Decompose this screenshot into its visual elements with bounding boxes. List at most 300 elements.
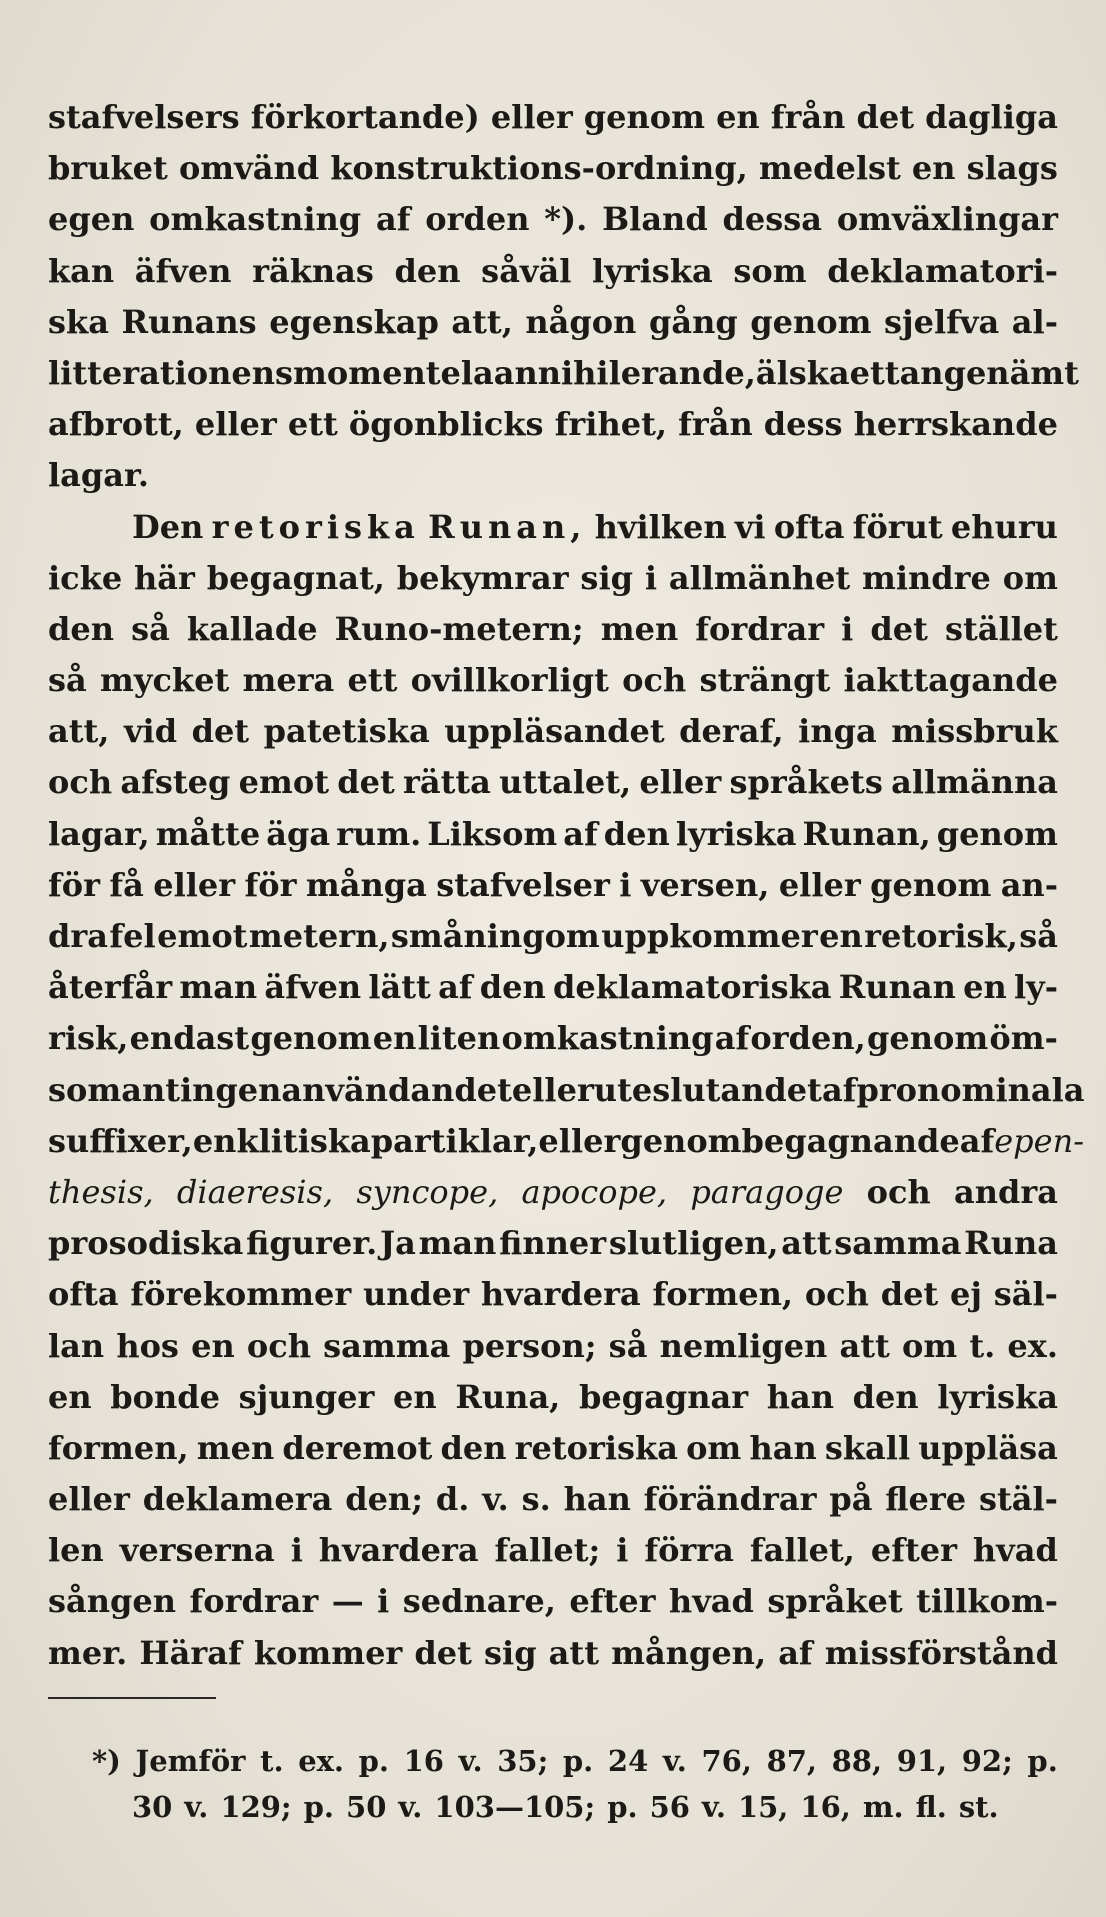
- word: sig: [484, 1633, 537, 1672]
- word: att: [839, 1326, 890, 1365]
- word: nemligen: [659, 1326, 828, 1365]
- word: sjelfva: [884, 302, 1000, 341]
- word: säl-: [993, 1275, 1058, 1314]
- word: om: [686, 1428, 742, 1467]
- word: han: [766, 1377, 834, 1416]
- text-line: [48, 1474, 1058, 1525]
- word: figurer.: [246, 1224, 378, 1263]
- word: v.: [482, 1480, 509, 1519]
- word: för: [244, 865, 297, 904]
- word: antingen: [121, 1070, 282, 1109]
- word: i: [616, 1531, 629, 1570]
- word: fallet;: [494, 1531, 601, 1570]
- word: Häraf: [139, 1633, 242, 1672]
- word: Runo-metern;: [334, 609, 584, 648]
- word: st.: [958, 1790, 999, 1824]
- text-line: [48, 1372, 1058, 1423]
- word: ofta: [773, 507, 845, 546]
- word: begagnande: [741, 1121, 960, 1160]
- word: såväl: [481, 251, 572, 290]
- word: men: [600, 609, 679, 648]
- word: egenskap: [269, 302, 439, 341]
- word: småningom: [390, 917, 600, 955]
- word: 15,: [737, 1790, 789, 1824]
- word: och: [622, 661, 687, 700]
- word: älska: [755, 353, 850, 392]
- word: ex.: [298, 1744, 345, 1778]
- word: man: [418, 1224, 497, 1263]
- word: förra: [644, 1531, 734, 1570]
- word: len: [48, 1531, 104, 1570]
- word: 30: [132, 1790, 173, 1824]
- word: person;: [462, 1326, 597, 1365]
- word: icke: [48, 558, 123, 597]
- word: förekommer: [130, 1275, 352, 1314]
- word: liten: [417, 1019, 501, 1058]
- word: hvardera: [480, 1275, 641, 1314]
- word: stafvelsers: [48, 98, 240, 136]
- word: afsteg: [120, 763, 231, 802]
- word: 92;: [961, 1744, 1013, 1778]
- word: uttalet,: [499, 763, 632, 802]
- word: pronominala: [856, 1070, 1085, 1109]
- word: omväxlingar: [836, 200, 1058, 239]
- word: partiklar,: [370, 1121, 539, 1160]
- word: endast: [129, 1019, 250, 1058]
- word: —: [331, 1582, 364, 1621]
- word: thesis,: [48, 1172, 154, 1211]
- word: orden: [425, 200, 530, 239]
- word: ej: [949, 1275, 982, 1314]
- text-line: [48, 1576, 1058, 1627]
- word: det: [337, 763, 395, 802]
- word: stafvelser: [436, 865, 610, 904]
- text-line: [48, 655, 1058, 706]
- word: tillkom-: [916, 1582, 1058, 1621]
- word: vid: [123, 712, 178, 751]
- word: i: [377, 1582, 390, 1621]
- word: omvänd: [178, 149, 320, 188]
- word: efter: [870, 1531, 957, 1570]
- word: af: [821, 1070, 857, 1109]
- word: andra: [953, 1172, 1058, 1211]
- footnote-rule: [48, 1697, 216, 1699]
- word: 103—105;: [434, 1790, 596, 1824]
- word: strängt: [699, 661, 831, 700]
- word: kommer: [253, 1633, 403, 1672]
- word: om: [1002, 558, 1058, 597]
- word: m.: [862, 1790, 904, 1824]
- word: Liksom: [427, 814, 558, 853]
- word: gång: [648, 302, 738, 341]
- word: ett: [849, 353, 900, 392]
- word: en: [372, 1019, 417, 1058]
- word: en: [716, 98, 760, 136]
- word: apocope,: [521, 1172, 668, 1211]
- word: frihet,: [554, 405, 667, 444]
- word: den: [852, 1377, 919, 1416]
- word: lan: [48, 1326, 105, 1365]
- word: det: [870, 609, 928, 648]
- text-line: [48, 757, 1058, 808]
- word: paragoge: [690, 1172, 844, 1211]
- word: så: [48, 661, 87, 700]
- text-line: [48, 604, 1058, 655]
- word: p.: [1027, 1744, 1058, 1778]
- word: som: [733, 251, 807, 290]
- text-line: [48, 246, 1058, 297]
- word: det: [191, 712, 250, 751]
- word: eller: [778, 865, 861, 904]
- word: en: [963, 968, 1007, 1007]
- word: få: [109, 865, 144, 904]
- word: ett: [287, 405, 338, 444]
- word: fordrar: [695, 609, 825, 648]
- word: uteslutandet: [593, 1070, 822, 1109]
- word: kan: [48, 251, 115, 290]
- word: Runans: [121, 302, 257, 341]
- word: 87,: [766, 1744, 818, 1778]
- text-line: [48, 860, 1058, 911]
- word: genom: [866, 1019, 989, 1058]
- word: eller: [490, 98, 573, 136]
- word: inga: [798, 712, 877, 751]
- word: sig: [580, 558, 633, 597]
- word: litterationens: [48, 353, 294, 392]
- word: stället: [944, 609, 1058, 648]
- text-line: [48, 553, 1058, 604]
- word: uppkommer: [601, 917, 818, 955]
- word: retorisk,: [864, 917, 1018, 955]
- word: enklitiska: [192, 1121, 371, 1160]
- word: hvardera: [318, 1531, 479, 1570]
- word: mycket: [99, 661, 230, 700]
- text-line: [48, 399, 1058, 450]
- word: att,: [451, 302, 513, 341]
- word: hvilken: [594, 507, 727, 546]
- word: Runan,: [428, 507, 587, 546]
- word: det: [880, 1275, 939, 1314]
- word: dagliga: [925, 98, 1058, 136]
- word: 88,: [831, 1744, 883, 1778]
- word: en: [819, 917, 863, 955]
- word: 16: [403, 1744, 444, 1778]
- text-line: [48, 450, 1058, 501]
- word: sången: [48, 1582, 177, 1621]
- word: i: [644, 558, 657, 597]
- word: från: [678, 405, 753, 444]
- word: af: [375, 200, 411, 239]
- word: afbrott,: [48, 405, 184, 444]
- word: v.: [184, 1790, 209, 1824]
- word: att: [548, 1633, 599, 1672]
- word: öm-: [989, 1019, 1058, 1058]
- text-line: [48, 143, 1058, 194]
- word: v.: [458, 1744, 483, 1778]
- word: fallet,: [749, 1531, 855, 1570]
- word: fel: [109, 917, 156, 955]
- word: här: [134, 558, 195, 597]
- word: man: [179, 968, 258, 1007]
- word: ehuru: [950, 507, 1058, 546]
- word: dess: [763, 405, 843, 444]
- word: bruket: [48, 149, 168, 188]
- word: genom: [583, 98, 705, 136]
- word: begagnat,: [206, 558, 385, 597]
- word: s.: [521, 1480, 551, 1519]
- word: förut: [852, 507, 943, 546]
- word: i: [290, 1531, 303, 1570]
- word: emot: [238, 763, 329, 802]
- word: en: [393, 1377, 437, 1416]
- word: 91,: [896, 1744, 948, 1778]
- word: 35;: [497, 1744, 549, 1778]
- word: den: [479, 968, 546, 1007]
- text-line: [48, 1269, 1058, 1320]
- word: d.: [435, 1480, 470, 1519]
- word: iakttagande: [843, 661, 1058, 700]
- word: an-: [1000, 865, 1058, 904]
- word: skall: [824, 1428, 911, 1467]
- word: suffixer,: [48, 1121, 193, 1160]
- word: begagnar: [578, 1377, 749, 1416]
- word: 129;: [220, 1790, 292, 1824]
- word: äga: [266, 814, 331, 853]
- word: v.: [701, 1790, 726, 1824]
- word: lyriska: [675, 814, 797, 853]
- word: han: [749, 1428, 817, 1467]
- footnote-line: [48, 1784, 1058, 1830]
- word: dessa: [722, 200, 822, 239]
- word: återfår: [48, 968, 173, 1007]
- word: hvad: [972, 1531, 1058, 1570]
- word: den: [603, 814, 670, 853]
- body-text: [48, 92, 1085, 1679]
- word: missförstånd: [824, 1633, 1058, 1672]
- word: hos: [116, 1326, 179, 1365]
- text-line: [48, 706, 1058, 757]
- word: och: [866, 1172, 931, 1211]
- word: språket: [767, 1582, 903, 1621]
- word: eller: [538, 1121, 621, 1160]
- word: *): [92, 1744, 121, 1778]
- word: Den: [132, 507, 204, 546]
- word: kallade: [186, 609, 318, 648]
- word: deraf,: [679, 712, 784, 751]
- word: allmänna: [891, 763, 1058, 802]
- word: omkastning: [501, 1019, 714, 1058]
- word: samma: [834, 1224, 962, 1263]
- word: t.: [260, 1744, 284, 1778]
- word: formen,: [48, 1428, 189, 1467]
- text-line: [48, 1167, 1058, 1218]
- word: förändrar: [643, 1480, 817, 1519]
- word: t.: [969, 1326, 996, 1365]
- word: ska: [48, 302, 109, 341]
- word: orden,: [750, 1019, 866, 1058]
- word: mindre: [862, 558, 991, 597]
- word: ögonblicks: [348, 405, 544, 444]
- word: 24: [607, 1744, 649, 1778]
- word: uppläsa: [918, 1428, 1058, 1467]
- word: under: [362, 1275, 470, 1314]
- word: ex.: [1007, 1326, 1058, 1365]
- word: fordrar: [189, 1582, 319, 1621]
- text-line: [48, 962, 1058, 1013]
- word: deklamatoriska: [553, 968, 832, 1007]
- word: mången,: [611, 1633, 767, 1672]
- word: samma: [323, 1326, 451, 1365]
- word: äfven: [134, 251, 232, 290]
- word: förkortande): [250, 98, 480, 136]
- word: v.: [662, 1744, 687, 1778]
- word: eller: [48, 1480, 130, 1519]
- word: Runan: [838, 968, 956, 1007]
- word: en: [911, 149, 956, 188]
- word: och: [804, 1275, 869, 1314]
- word: slutligen,: [608, 1224, 779, 1263]
- word: fl.: [915, 1790, 947, 1824]
- word: flere: [885, 1480, 967, 1519]
- text-line: [48, 348, 1079, 399]
- text-line: [48, 1065, 1085, 1116]
- word: p.: [358, 1744, 390, 1778]
- word: p.: [607, 1790, 638, 1824]
- word: syncope,: [356, 1172, 499, 1211]
- word: stäl-: [978, 1480, 1058, 1519]
- word: eller: [511, 1070, 594, 1109]
- word: språkets: [729, 763, 883, 802]
- text-line: [48, 1321, 1058, 1372]
- word: bekymrar: [396, 558, 569, 597]
- word: för: [48, 865, 100, 904]
- word: mera: [242, 661, 335, 700]
- word: genom: [870, 865, 992, 904]
- word: p.: [303, 1790, 335, 1824]
- word: den: [48, 609, 114, 648]
- word: versen,: [640, 865, 770, 904]
- word: genom: [250, 1019, 372, 1058]
- word: af: [714, 1019, 750, 1058]
- word: sednare,: [402, 1582, 556, 1621]
- word: af: [438, 968, 473, 1007]
- word: angenämt: [899, 353, 1079, 392]
- word: uppläsandet: [444, 712, 665, 751]
- word: vi: [734, 507, 766, 546]
- word: Jemför: [135, 1744, 246, 1778]
- word: att: [781, 1224, 832, 1263]
- word: momentela: [293, 353, 494, 392]
- word: hvad: [668, 1582, 754, 1621]
- word: ofta: [48, 1275, 119, 1314]
- word: al-: [1011, 302, 1058, 341]
- word: epen-: [994, 1121, 1085, 1160]
- word: om: [901, 1326, 958, 1365]
- word: efter: [569, 1582, 656, 1621]
- word: genom: [936, 814, 1058, 853]
- word: allmänhet: [668, 558, 851, 597]
- word: användandet: [281, 1070, 512, 1109]
- word: ovillkorligt: [410, 661, 609, 700]
- word: genom: [620, 1121, 742, 1160]
- word: missbruk: [891, 712, 1058, 751]
- word: och: [246, 1326, 311, 1365]
- word: medelst: [758, 149, 901, 188]
- word: 76,: [701, 1744, 752, 1778]
- word: patetiska: [263, 712, 430, 751]
- word: Ja: [379, 1224, 416, 1263]
- word: herrskande: [853, 405, 1058, 444]
- word: ett: [347, 661, 398, 700]
- text-line: [48, 1013, 1058, 1064]
- word: prosodiska: [48, 1224, 244, 1263]
- word: verserna: [119, 1531, 275, 1570]
- word: diaeresis,: [176, 1172, 334, 1211]
- word: lätt: [368, 968, 431, 1007]
- word: emot: [157, 917, 248, 955]
- word: risk,: [48, 1019, 129, 1058]
- word: slags: [966, 149, 1058, 188]
- word: lyriska: [592, 251, 713, 290]
- word: räknas: [252, 251, 374, 290]
- word: så: [131, 609, 170, 648]
- word: 50: [346, 1790, 387, 1824]
- text-line: [48, 1218, 1058, 1269]
- word: Runa,: [455, 1377, 561, 1416]
- word: en: [191, 1326, 235, 1365]
- text-line: [48, 194, 1058, 245]
- word: lagar,: [48, 814, 150, 853]
- word: *).: [544, 200, 588, 239]
- word: den: [394, 251, 461, 290]
- text-line: [48, 1116, 1085, 1167]
- word: i: [619, 865, 632, 904]
- text-line: [48, 809, 1058, 860]
- word: v.: [398, 1790, 423, 1824]
- word: af: [959, 1121, 995, 1160]
- text-line: [48, 1525, 1058, 1576]
- text-line: [48, 1628, 1058, 1679]
- word: retoriska: [514, 1428, 678, 1467]
- word: deremot: [282, 1428, 433, 1467]
- text-line: [48, 502, 1058, 553]
- text-line: [48, 911, 1058, 962]
- word: rum.: [336, 814, 422, 853]
- word: eller: [194, 405, 277, 444]
- word: den: [440, 1428, 507, 1467]
- word: metern,: [248, 917, 390, 955]
- word: den;: [345, 1480, 423, 1519]
- footnote-line: [48, 1738, 1058, 1784]
- word: eller: [639, 763, 722, 802]
- word: mer.: [48, 1633, 128, 1672]
- word: lyriska: [937, 1377, 1058, 1416]
- word: dra: [48, 917, 108, 955]
- word: på: [829, 1480, 873, 1519]
- word: p.: [562, 1744, 594, 1778]
- word: omkastning: [149, 200, 362, 239]
- word: bonde: [110, 1377, 220, 1416]
- word: retoriska: [211, 507, 420, 546]
- text-line: [48, 92, 1058, 143]
- word: rätta: [402, 763, 491, 802]
- word: formen,: [652, 1275, 794, 1314]
- word: Runa: [964, 1224, 1058, 1263]
- word: och: [48, 763, 113, 802]
- word: deklamatori-: [827, 251, 1058, 290]
- word: konstruktions-ordning,: [330, 149, 748, 188]
- word: sjunger: [238, 1377, 375, 1416]
